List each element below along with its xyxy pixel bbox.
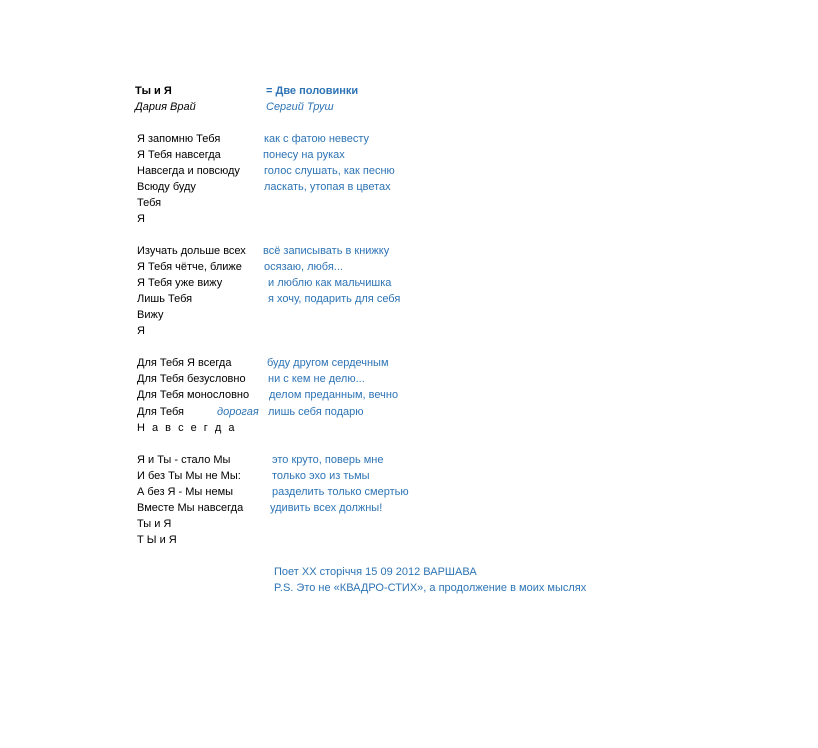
poem-title-right: = Две половинки: [266, 85, 359, 97]
stanza2-right-line: и люблю как мальчишка: [268, 277, 392, 289]
stanza2-left-line: Я: [137, 325, 145, 337]
stanza1-left-line: Всюду буду: [137, 181, 196, 193]
stanza4-left-line: Вместе Мы навсегда: [137, 502, 244, 514]
stanza1-left-line: Навсегда и повсюду: [137, 165, 240, 177]
stanza4-left-line: И без Ты Мы не Мы:: [137, 470, 241, 482]
poem-title-left: Ты и Я: [135, 85, 172, 97]
stanza2-left-line: Я Тебя уже вижу: [137, 277, 223, 289]
stanza1-right-line: как с фатою невесту: [264, 133, 370, 145]
signature-line: Поет XX сторіччя 15 09 2012 ВАРШАВА: [274, 566, 477, 578]
stanza2-right-line: всё записывать в книжку: [263, 245, 390, 257]
stanza2-left-line: Вижу: [137, 309, 164, 321]
stanza4-left-line: Т Ы и Я: [137, 534, 177, 546]
stanza4-left-line: Ты и Я: [137, 518, 172, 530]
stanza1-left-line: Я Тебя навсегда: [137, 149, 221, 161]
stanza1-right-line: понесу на руках: [263, 149, 345, 161]
postscript-line: P.S. Это не «КВАДРО-СТИХ», а продолжение в моих мыслях: [274, 582, 587, 594]
stanza3-left-line: Для Тебя: [137, 406, 184, 418]
stanza3-right-line: лишь себя подарю: [268, 406, 364, 418]
stanza3-right-line: буду другом сердечным: [267, 357, 389, 369]
stanza4-right-line: разделить только смертью: [272, 486, 409, 498]
stanza2-right-line: я хочу, подарить для себя: [268, 293, 401, 305]
stanza2-left-line: Я Тебя чётче, ближе: [137, 261, 242, 273]
stanza2-left-line: Лишь Тебя: [137, 293, 193, 305]
stanza2-left-line: Изучать дольше всех: [137, 245, 246, 257]
author-left: Дария Врай: [135, 101, 196, 113]
stanza3-middle-word: дорогая: [217, 406, 259, 418]
stanza4-left-line: Я и Ты - стало Мы: [137, 454, 231, 466]
stanza2-right-line: осязаю, любя...: [264, 261, 343, 273]
stanza1-right-line: голос слушать, как песню: [264, 165, 395, 177]
author-right: Сергий Труш: [266, 101, 334, 113]
stanza3-right-line: делом преданным, вечно: [269, 389, 399, 401]
stanza4-right-line: удивить всех должны!: [270, 502, 383, 514]
stanza1-left-line: Я запомню Тебя: [137, 133, 221, 145]
stanza4-left-line: А без Я - Мы немы: [137, 486, 234, 498]
stanza4-right-line: только эхо из тьмы: [272, 470, 370, 482]
stanza1-left-line: Тебя: [137, 197, 162, 209]
stanza3-left-line: Н а в с е г д а: [137, 422, 237, 434]
stanza3-left-line: Для Тебя Я всегда: [137, 357, 232, 369]
stanza1-right-line: ласкать, утопая в цветах: [264, 181, 391, 193]
stanza4-right-line: это круто, поверь мне: [272, 454, 384, 466]
stanza3-left-line: Для Тебя монословно: [137, 389, 250, 401]
stanza3-left-line: Для Тебя безусловно: [137, 373, 246, 385]
stanza3-right-line: ни с кем не делю...: [268, 373, 365, 385]
stanza1-left-line: Я: [137, 213, 145, 225]
